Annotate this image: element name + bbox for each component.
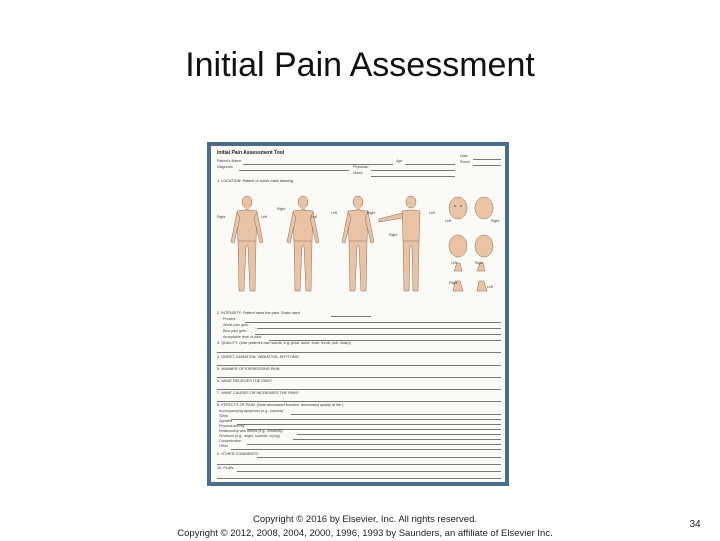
form-sheet xyxy=(211,146,505,482)
physician-label: Physician xyxy=(353,165,369,169)
front-view-figure xyxy=(231,196,263,291)
location-label: 1. LOCATION: Patient or nurse mark drawing xyxy=(217,179,294,183)
side-view-figure xyxy=(287,196,319,291)
fig-label-right-2: Right xyxy=(277,207,286,211)
fig-label-left-5: Left xyxy=(445,219,451,223)
fig-label-left-1: Left xyxy=(261,215,267,219)
copyright-line-2: Copyright © 2012, 2008, 2004, 2000, 1996, 1993 by Saunders, an affiliate of Elsevier Inc. xyxy=(177,528,553,539)
copyright-footer xyxy=(150,513,580,541)
onset-label: 4. ONSET, DURATION, VARIATION, RHYTHMS: xyxy=(217,355,300,359)
head-front-drawing xyxy=(449,197,467,219)
date-label: Date xyxy=(460,154,468,158)
fig-label-left-2: Left xyxy=(311,215,317,219)
effects-item: Sleep xyxy=(219,414,229,418)
head-right-drawing xyxy=(475,235,493,257)
effects-item: Accompanying symptoms (e.g., nausea) xyxy=(219,409,284,413)
effects-item: Concentration xyxy=(219,439,242,443)
intensity-label: 2. INTENSITY: Patient rates the pain. Scale used xyxy=(217,311,300,315)
fig-label-right-4: Right xyxy=(389,233,398,237)
nurse-label: Nurse xyxy=(353,171,363,175)
causes-label: 7. WHAT CAUSES OR INCREASES THE PAIN? xyxy=(217,391,299,395)
fig-label-left-4: Left xyxy=(429,211,435,215)
fig-label-left-7: Left xyxy=(487,285,493,289)
copyright-line-1: Copyright © 2016 by Elsevier, Inc. All rights reserved. xyxy=(252,514,478,525)
form-title: Initial Pain Assessment Tool xyxy=(217,150,285,156)
arm-view-figure xyxy=(379,196,420,291)
intensity-present: Present: xyxy=(223,317,237,321)
other-comments-label: 9. OTHER COMMENTS: xyxy=(217,452,259,456)
slide-title: Initial Pain Assessment xyxy=(185,46,535,84)
foot-right-drawing xyxy=(477,281,487,291)
fig-label-right-7: Right xyxy=(449,281,458,285)
fig-label-right-3: Right xyxy=(367,211,376,215)
effects-item: Other xyxy=(219,444,228,448)
plan-label: 10. PLAN: xyxy=(217,466,235,470)
pain-assessment-form-image xyxy=(207,142,509,486)
effects-label: 8. EFFECTS OF PAIN: (Note decreased function, decreased quality of life.) xyxy=(217,403,344,407)
page-number: 34 xyxy=(689,519,701,530)
effects-item: Appetite xyxy=(219,419,233,423)
fig-label-right-6: Right xyxy=(475,261,484,265)
relieves-label: 6. WHAT RELIEVES THE PAIN? xyxy=(217,379,273,383)
intensity-best: Best pain gets: xyxy=(223,329,247,333)
quality-label: 3. QUALITY: (Use patient's own words, e.g. prick, ache, burn, throb, pull, sharp) xyxy=(217,341,351,345)
room-label: Room xyxy=(460,160,470,164)
head-left-drawing xyxy=(449,235,467,257)
age-label: Age xyxy=(396,159,403,163)
head-back-drawing xyxy=(475,197,493,219)
effects-item: Emotions (e.g., anger, suicidal, crying) xyxy=(219,434,280,438)
diagnosis-label: Diagnosis xyxy=(217,165,233,169)
fig-label-right-1: Right xyxy=(217,215,226,219)
body-diagram xyxy=(211,186,505,306)
fig-label-left-3: Left xyxy=(331,211,337,215)
intensity-acceptable: Acceptable level of pain: xyxy=(223,335,262,339)
patient-name-label: Patient's Name xyxy=(217,159,242,163)
effects-item: Physical activity xyxy=(219,424,245,428)
effects-item: Relationship with others (e.g., irritability) xyxy=(219,429,283,433)
manner-label: 5. MANNER OF EXPRESSING PAIN: xyxy=(217,367,281,371)
fig-label-left-6: Left xyxy=(451,261,457,265)
fig-label-right-5: Right xyxy=(491,219,500,223)
intensity-worst: Worst pain gets: xyxy=(223,323,249,327)
